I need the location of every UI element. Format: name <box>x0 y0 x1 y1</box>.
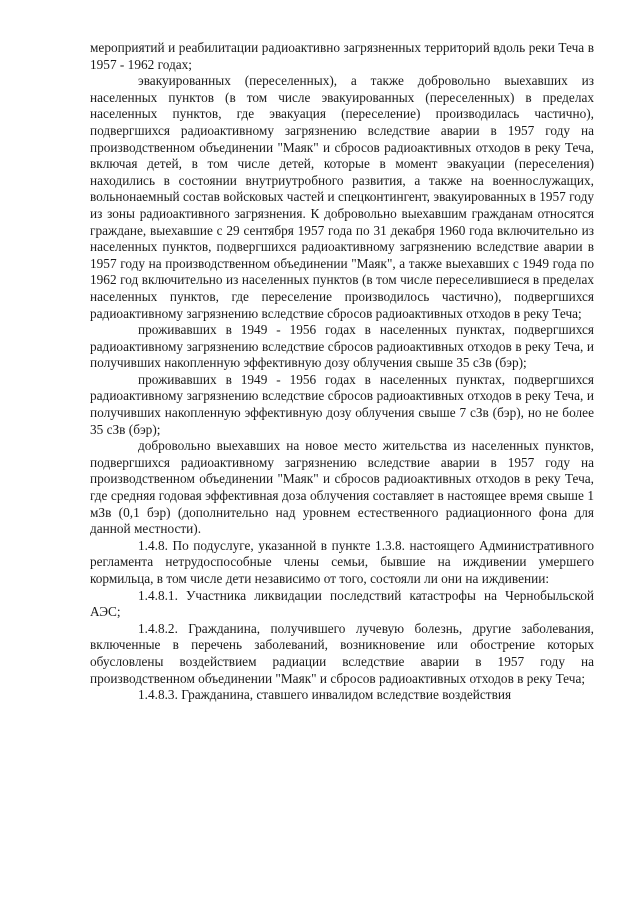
paragraph-continuation: мероприятий и реабилитации радиоактивно загрязненных территорий вдоль реки Теча в 1957 - 1962 годах; <box>90 40 594 72</box>
paragraph-1-4-8-3: 1.4.8.3. Гражданина, ставшего инвалидом вследствие воздействия <box>138 687 512 703</box>
paragraph-lived-7-35: проживавших в 1949 - 1956 годах в населенных пунктах, подвергшихся радиоактивному загрязнению вследствие сбросов радиоактивных отходов в реку Теча, и получивших накопленную эффективную дозу облучения свыше 7 сЗв (бэр), но не более 35 сЗв (бэр); <box>90 371 594 437</box>
paragraph-evacuated: эвакуированных (переселенных), а также добровольно выехавших из населенных пунктов (в том числе эвакуированных (переселенных) в пределах населенных пунктов, где эвакуация (переселение) производилась частично), подвергшихся радиоактивному загрязнению вследствие аварии в 1957 году на производственном объединении "Маяк" и сбросов радиоактивных отходов в реку Теча, включая детей, в том числе детей, которые в момент эвакуации (переселения) находились в состоянии внутриутробного развития, а также на военнослужащих, вольнонаемный состав войсковых частей и спецконтингент, эвакуированных в 1957 году из зоны радиоактивного загрязнения. К добровольно выехавшим гражданам относятся граждане, выехавшие с 29 сентября 1957 года по 31 декабря 1960 года включительно из населенных пунктов, подвергшихся радиоактивному загрязнению вследствие аварии в 1957 году на производственном объединении "Маяк", а также выехавших с 1949 года по 1962 год включительно из населенных пунктов (в том числе переселившиеся в пределах населенных пунктов, где переселение производилось частично), подвергшихся радиоактивному загрязнению вследствие сбросов радиоактивных отходов в реку Теча; <box>90 73 594 321</box>
paragraph-voluntary-leavers: добровольно выехавших на новое место жительства из населенных пунктов, подвергшихся радиоактивному загрязнению вследствие аварии в 1957 году на производственном объединении "Маяк" и сбросов радиоактивных отходов в реку Теча, где средняя годовая эффективная доза облучения составляет в настоящее время свыше 1 мЗв (0,1 бэр) (дополнительно над уровнем естественного радиационного фона для данной местности). <box>90 438 594 537</box>
paragraph-1-4-8-1: 1.4.8.1. Участника ликвидации последствий катастрофы на Чернобыльской АЭС; <box>90 587 594 620</box>
paragraph-lived-over-35: проживавших в 1949 - 1956 годах в населенных пунктах, подвергшихся радиоактивному загрязнению вследствие сбросов радиоактивных отходов в реку Теча, и получивших накопленную эффективную дозу облучения свыше 35 сЗв (бэр); <box>90 322 594 371</box>
paragraph-1-4-8: 1.4.8. По подуслуге, указанной в пункте 1.3.8. настоящего Административного регламента нетрудоспособные члены семьи, бывшие на иждивении умершего кормильца, в том числе дети независимо от того, состояли ли они на иждивении: <box>90 537 594 586</box>
paragraph-1-4-8-2: 1.4.8.2. Гражданина, получившего лучевую болезнь, другие заболевания, включенные в перечень заболеваний, возникновение или обострение которых обусловлены воздействием радиации вследствие аварии в 1957 году на производственном объединении "Маяк" и сбросов радиоактивных отходов в реку Теча; <box>90 620 594 686</box>
